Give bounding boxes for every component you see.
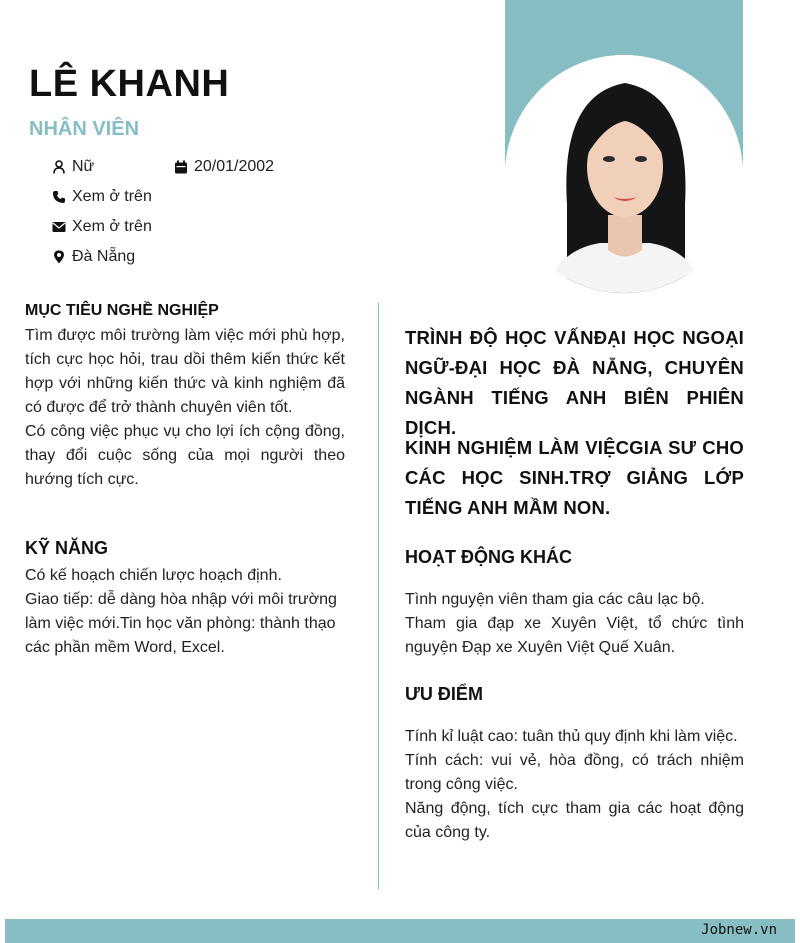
column-divider <box>378 303 379 889</box>
activities-list <box>405 588 744 660</box>
info-birthdate <box>174 158 274 176</box>
info-email <box>52 218 152 236</box>
footer-brand[interactable]: Jobnew.vn <box>701 922 777 938</box>
birthdate-value: 20/01/2002 <box>194 158 275 175</box>
info-phone <box>52 188 152 206</box>
profile-photo <box>505 55 743 293</box>
person-icon <box>52 160 66 174</box>
envelope-icon <box>52 220 66 234</box>
objective-paragraph: Tìm được môi trường làm việc mới phù hợp, tích cực học hỏi, trau dồi thêm kiến thức kết hợp với những kiến thức và kinh nghiệm đã có được để trở thành chuyên viên tốt. <box>25 327 345 416</box>
activities-item: Tham gia đạp xe Xuyên Việt, tổ chức tình nguyện Đạp xe Xuyên Việt Quế Xuân. <box>405 615 744 656</box>
strengths-list <box>405 725 744 845</box>
objective-paragraph: Có công việc phục vụ cho lợi ích cộng đồng, thay đổi cuộc sống của mọi người theo hướng tích cực. <box>25 423 345 488</box>
education-block: TRÌNH ĐỘ HỌC VẤNĐẠI HỌC NGOẠI NGỮ-ĐẠI HỌC ĐÀ NẴNG, CHUYÊN NGÀNH TIẾNG ANH BIÊN PHIÊN DỊCH. <box>405 327 744 438</box>
strengths-item: Tính kỉ luật cao: tuân thủ quy định khi làm việc. <box>405 728 738 745</box>
job-title: NHÂN VIÊN <box>29 118 140 140</box>
footer-bar <box>5 919 795 943</box>
location-value: Đà Nẵng <box>72 248 136 265</box>
skills-item: Có kế hoạch chiến lược hoạch định. <box>25 567 282 584</box>
calendar-icon <box>174 160 188 174</box>
email-value: Xem ở trên <box>72 218 152 235</box>
candidate-name: LÊ KHANH <box>29 63 230 105</box>
strengths-item: Năng động, tích cực tham gia các hoạt động của công ty. <box>405 800 744 841</box>
map-pin-icon <box>52 250 66 264</box>
activities-heading: HOẠT ĐỘNG KHÁC <box>405 547 572 567</box>
skills-heading: KỸ NĂNG <box>25 538 109 558</box>
strengths-item: Tính cách: vui vẻ, hòa đồng, có trách nhiệm trong công việc. <box>405 752 744 793</box>
objective-heading: MỤC TIÊU NGHỀ NGHIỆP <box>25 302 219 319</box>
info-gender <box>52 158 94 176</box>
profile-photo-illustration <box>505 55 743 293</box>
activities-item: Tình nguyện viên tham gia các câu lạc bộ. <box>405 591 705 608</box>
strengths-heading: ƯU ĐIỂM <box>405 684 483 704</box>
phone-icon <box>52 190 66 204</box>
skills-list <box>25 564 355 660</box>
phone-value: Xem ở trên <box>72 188 152 205</box>
gender-value: Nữ <box>72 158 95 175</box>
objective-text <box>25 324 345 492</box>
experience-block: KINH NGHIỆM LÀM VIỆCGIA SƯ CHO CÁC HỌC SINH.TRỢ GIẢNG LỚP TIẾNG ANH MẦM NON. <box>405 437 744 518</box>
skills-item: Giao tiếp: dễ dàng hòa nhập với môi trường làm việc mới.Tin học văn phòng: thành thạo các phần mềm Word, Excel. <box>25 591 337 656</box>
info-location <box>52 248 135 266</box>
